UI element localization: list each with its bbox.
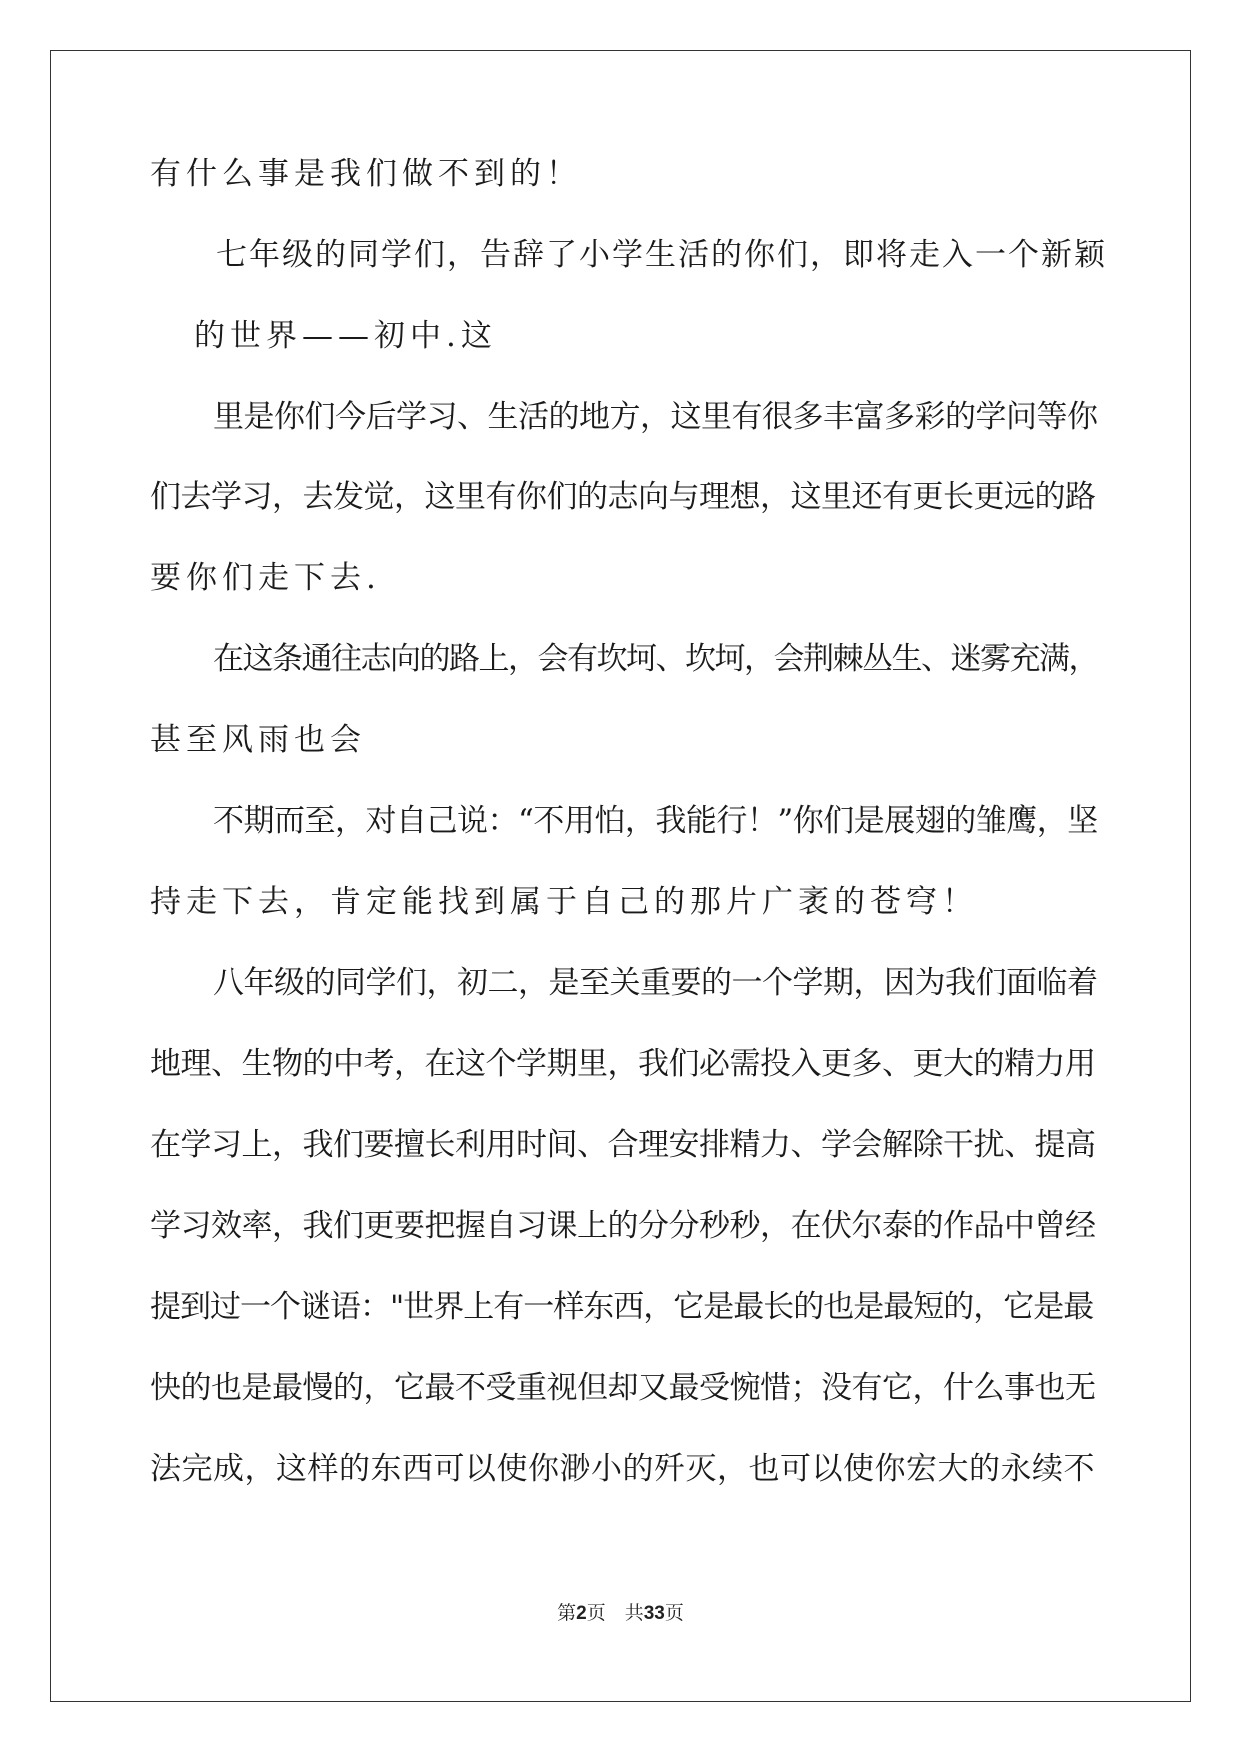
text-line-1: 有什么事是我们做不到的！ (150, 156, 582, 192)
page-footer (0, 1601, 1241, 1626)
text-line-11: 八年级的同学们，初二，是至关重要的一个学期，因为我们面临着 (213, 965, 1098, 1001)
footer-suffix: 页 (664, 1602, 684, 1624)
text-line-7: 在这条通往志向的路上，会有坎坷、坎坷，会荆棘丛生、迷雾充满， (213, 641, 1098, 677)
text-line-5: 们去学习，去发觉，这里有你们的志向与理想，这里还有更长更远的路 (150, 479, 1096, 515)
text-line-14: 学习效率，我们更要把握自习课上的分分秒秒，在伏尔泰的作品中曾经 (150, 1208, 1096, 1244)
text-line-8: 甚至风雨也会 (150, 722, 366, 758)
footer-page-number: 2 (576, 1603, 587, 1624)
text-line-12: 地理、生物的中考，在这个学期里，我们必需投入更多、更大的精力用 (150, 1046, 1096, 1082)
text-line-15: 提到过一个谜语："世界上有一样东西，它是最长的也是最短的，它是最 (150, 1289, 1094, 1325)
text-line-13: 在学习上，我们要擅长利用时间、合理安排精力、学会解除干扰、提高 (150, 1127, 1096, 1163)
text-line-9: 不期而至，对自己说：“不用怕，我能行！”你们是展翅的雏鹰，坚 (213, 803, 1098, 839)
text-line-4: 里是你们今后学习、生活的地方，这里有很多丰富多彩的学问等你 (213, 399, 1098, 435)
text-line-2: 七年级的同学们，告辞了小学生活的你们，即将走入一个新颖 (216, 237, 1107, 273)
footer-mid: 页 共 (586, 1602, 644, 1624)
text-line-17: 法完成，这样的东西可以使你渺小的歼灭，也可以使你宏大的永续不 (150, 1451, 1095, 1487)
footer-total-pages: 33 (643, 1603, 665, 1624)
text-line-10: 持走下去，肯定能找到属于自己的那片广袤的苍穹！ (150, 884, 978, 920)
text-line-16: 快的也是最慢的，它最不受重视但却又最受惋惜；没有它，什么事也无 (150, 1370, 1096, 1406)
text-line-3: 的世界——初中.这 (194, 318, 497, 354)
text-line-6: 要你们走下去. (150, 560, 381, 596)
footer-prefix: 第 (557, 1602, 577, 1624)
